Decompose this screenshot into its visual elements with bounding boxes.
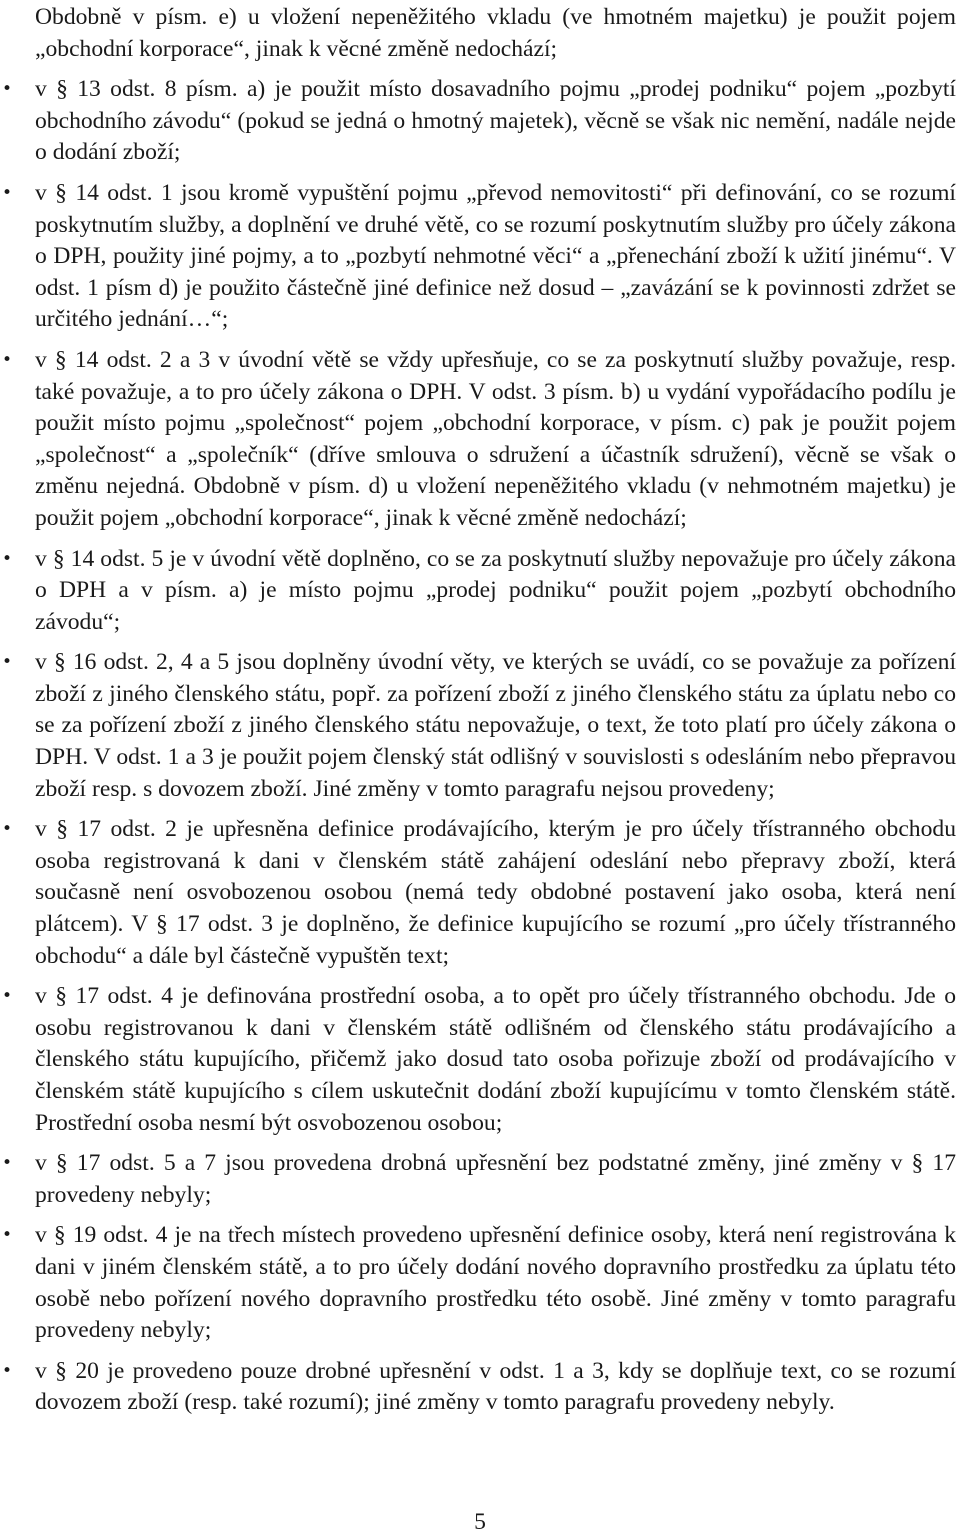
change-list xyxy=(2,74,956,1419)
list-item xyxy=(2,345,956,535)
bullet-icon: • xyxy=(2,1153,13,1174)
list-item xyxy=(2,981,956,1139)
bullet-icon: • xyxy=(2,986,13,1007)
bullet-icon: • xyxy=(2,1225,13,1246)
bullet-icon: • xyxy=(2,79,13,100)
list-item-text: v § 20 je provedeno pouze drobné upřesnění v odst. 1 a 3, kdy se doplňuje text, co se rozumí dovozem zboží (resp. také rozumí); jiné změny v tomto paragrafu provedeny nebyly. xyxy=(35,1357,956,1416)
bullet-icon: • xyxy=(2,819,13,840)
list-item xyxy=(2,1356,956,1419)
intro-paragraph: Obdobně v písm. e) u vložení nepeněžitého vkladu (ve hmotném majetku) je použit pojem „obchodní korporace“, jinak k věcné změně nedochází; xyxy=(35,4,956,62)
list-item xyxy=(2,814,956,972)
list-item-text: v § 17 odst. 5 a 7 jsou provedena drobná upřesnění bez podstatné změny, jiné změny v § 17 provedeny nebyly; xyxy=(35,1150,956,1208)
bullet-icon: • xyxy=(2,652,13,673)
list-item-text: v § 14 odst. 1 jsou kromě vypuštění pojmu „převod nemovitosti“ při definování, co se rozumí poskytnutím služby, a doplnění ve druhé větě, co se rozumí poskytnutím služby pro účely zákona o DPH, použity jiné pojmy, a to „pozbytí nehmotné věci“ a „přenechání zboží k užití jinému“. V odst. 1 písm d) je použito částečně jiné definice než dosud – „zavázání se k povinnosti zdržet se určitého jednání…“; xyxy=(35,179,956,333)
list-item xyxy=(2,74,956,169)
bullet-icon: • xyxy=(2,548,13,569)
page-number: 5 xyxy=(474,1509,486,1535)
list-item xyxy=(2,544,956,639)
list-item-text: v § 14 odst. 5 je v úvodní větě doplněno, co se za poskytnutí služby nepovažuje pro účely zákona o DPH a v písm. a) je místo pojmu „prodej podniku“ použit pojem „pozbytí obchodního závodu“; xyxy=(35,545,956,635)
text-column xyxy=(2,2,956,1428)
list-item xyxy=(2,178,956,336)
list-item xyxy=(2,647,956,805)
list-item-text: v § 17 odst. 4 je definována prostřední osoba, a to opět pro účely třístranného obchodu. Jde o osobu registrovanou k dani v členském státě odlišném od členského státu prodávajícího a členského státu kupujícího, přičemž jako dosud tato osoba pořizuje zboží od prodávajícího v členském státě kupujícího s cílem uskutečnit dodání zboží kupujícímu v tomto členském státě. Prostřední osoba nesmí být osvobozenou osobou; xyxy=(35,983,956,1136)
list-item xyxy=(2,1220,956,1346)
list-item-text: v § 19 odst. 4 je na třech místech provedeno upřesnění definice osoby, která není registrována k dani v jiném členském státě, a to pro účely dodání nového dopravního prostředku za úplatu této osobě nebo pořízení nového dopravního prostředku této osobě. Jiné změny v tomto paragrafu provedeny nebyly; xyxy=(35,1222,956,1344)
bullet-icon: • xyxy=(2,182,13,203)
list-item-text: v § 14 odst. 2 a 3 v úvodní větě se vždy upřesňuje, co se za poskytnutí služby považuje, resp. také považuje, a to pro účely zákona o DPH. V odst. 3 písm. b) u vydání vypořádacího podílu je použit místo pojmu „společnost“ pojem „obchodní korporace, v písm. c) pak je použit pojem „společnost“ a „společník“ (dříve smlouva o sdružení a účastník sdružení), věcně se však o změnu nejedná. Obdobně v písm. d) u vložení nepeněžitého vkladu (v nehmotném majetku) je použit pojem „obchodní korporace“, jinak k věcné změně nedochází; xyxy=(35,346,956,531)
bullet-icon: • xyxy=(2,349,13,370)
list-item xyxy=(2,1148,956,1211)
bullet-icon: • xyxy=(2,1360,13,1381)
list-item-text: v § 17 odst. 2 je upřesněna definice prodávajícího, kterým je pro účely třístranného obchodu osoba registrovaná k dani v členském státě zahájení odeslání nebo přepravy zboží, která současně není osvobozenou osobou (nemá tedy obdobné postavení jako osoba, která není plátcem). V § 17 odst. 3 je doplněno, že definice kupujícího se rozumí „pro účely třístranného obchodu“ a dále byl částečně vypuštěn text; xyxy=(35,816,956,969)
list-item-text: v § 16 odst. 2, 4 a 5 jsou doplněny úvodní věty, ve kterých se uvádí, co se považuje za pořízení zboží z jiného členského státu, popř. za pořízení zboží z jiného členského státu za úplatu nebo co se za pořízení zboží z jiného členského státu nepovažuje, o text, že toto platí pro účely zákona o DPH. V odst. 1 a 3 je použit pojem členský stát odlišný v souvislosti s odesláním nebo přepravou zboží resp. s dovozem zboží. Jiné změny v tomto paragrafu nejsou provedeny; xyxy=(35,649,956,802)
list-item-text: v § 13 odst. 8 písm. a) je použit místo dosavadního pojmu „prodej podniku“ pojem „pozbytí obchodního závodu“ (pokud se jedná o hmotný majetek), věcně se však nic nemění, nadále nejde o dodání zboží; xyxy=(35,76,956,166)
